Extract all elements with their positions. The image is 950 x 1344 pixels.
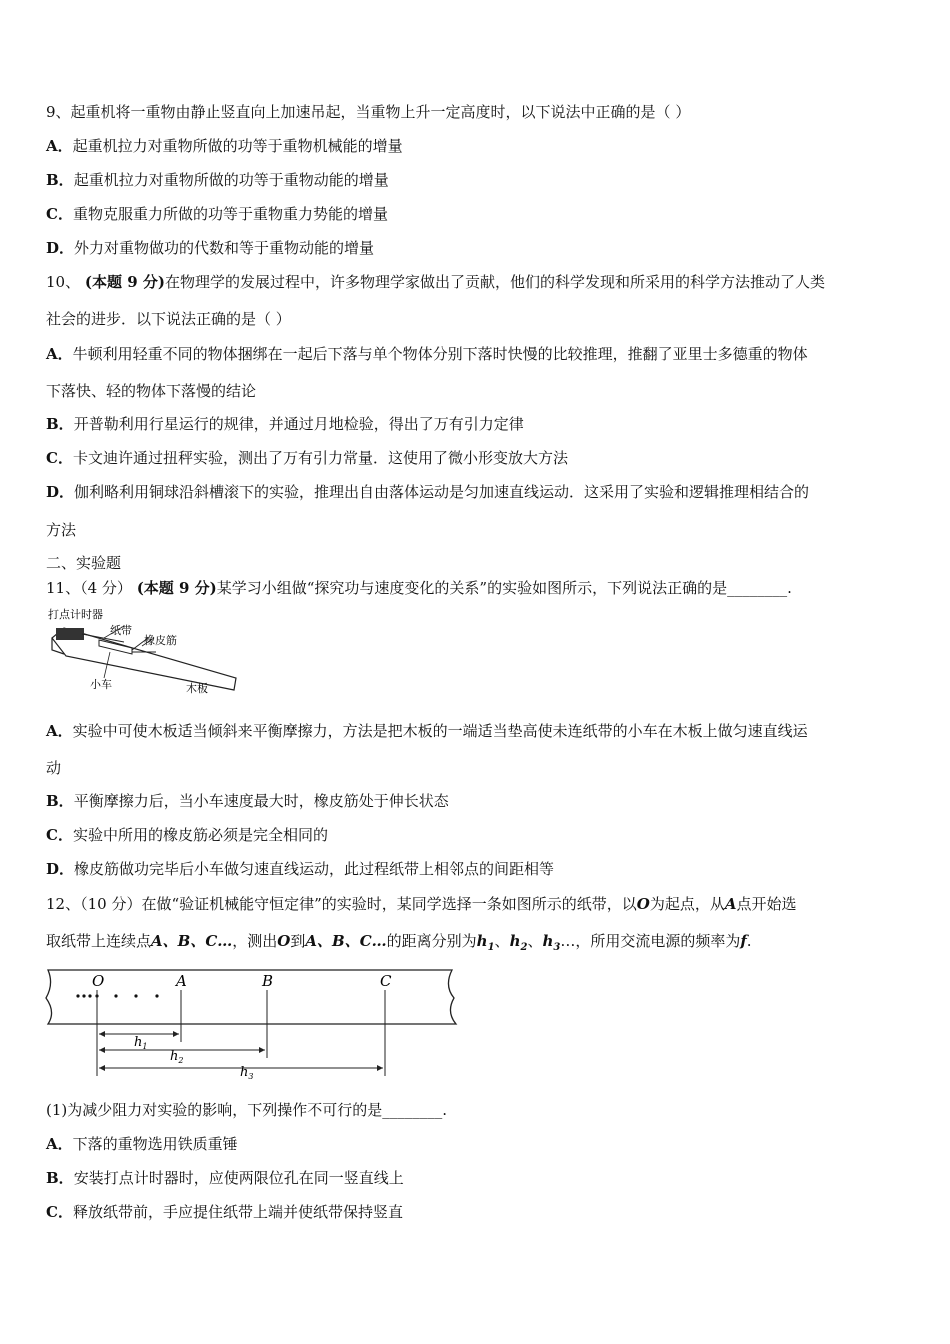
points-abc: A、B、C… [305,932,387,950]
option-text: 牛顿利用轻重不同的物体捆绑在一起后下落与单个物体分别下落时快慢的比较推理，推翻了亚里士多德重的物体 [72,345,808,363]
dot [155,994,158,997]
option-text: 伽利略利用铜球沿斜槽滚下的实验，推理出自由落体运动是匀加速直线运动．这采用了实验和逻辑推理相结合的 [74,483,810,501]
timer-label: 打点计时器 [48,608,103,621]
point-a: A [724,895,737,913]
label-h3: $h_3$ [240,1065,254,1080]
stem-text: 到 [290,932,306,950]
q9-option-a [46,136,403,156]
option-label: C． [46,449,73,467]
q9-option-d [46,238,374,258]
q10-option-d [46,482,809,502]
label-c: C [380,972,392,990]
q12-option-b [46,1168,404,1188]
option-text: 卡文迪许通过扭秤实验，测出了万有引力常量．这使用了微小形变放大方法 [72,449,568,467]
option-text: 起重机拉力对重物所做的功等于重物机械能的增量 [72,137,403,155]
q12-stem-cont: 取纸带上连续点A、B、C…，测出O到A、B、C…的距离分别为$h_1$、$h_2$、$h_3\dots$，所用交流电源的频率为f. [46,932,752,953]
h3: $h_3$ [542,932,561,953]
q9-option-b [46,170,389,190]
dot [114,994,117,997]
point-o: O [277,932,291,950]
q11-option-b [46,791,449,811]
score-tag: (本题 9 分) [84,273,165,291]
stem-text: 点开始选 [736,895,797,913]
stem-text: 某学习小组做“探究功与速度变化的关系”的实验如图所示，下列说法正确的是________. [216,579,792,597]
option-text: 橡皮筋做功完毕后小车做匀速直线运动，此过程纸带上相邻点的间距相等 [74,860,555,878]
option-text: 释放纸带前，手应提住纸带上端并使纸带保持竖直 [72,1203,403,1221]
dot [88,994,91,997]
option-label: D． [46,239,75,257]
option-label: A． [46,1135,73,1153]
option-text: 实验中所用的橡皮筋必须是完全相同的 [72,826,328,844]
tape-outline [46,970,456,1024]
label-o: O [92,972,105,990]
stem-text: 12、（10 分）在做“验证机械能守恒定律”的实验时，某同学选择一条如图所示的纸带，以 [46,895,637,913]
option-text: 开普勒利用行星运行的规律，并通过月地检验，得出了万有引力定律 [73,415,524,433]
option-label: C． [46,205,73,223]
h1: $h_1$ [476,932,495,953]
q11-option-a [46,721,808,741]
option-text: 外力对重物做功的代数和等于重物动能的增量 [74,239,375,257]
stem-text: 为起点，从 [649,895,725,913]
label-b: B [262,972,274,990]
q12-stem [46,894,797,914]
band-label: 橡皮筋 [144,634,177,647]
cart-label: 小车 [90,678,112,691]
option-label: B． [46,1169,74,1187]
dot [134,994,137,997]
q12-tape-figure [44,962,458,1080]
label-h1: $h_1$ [134,1035,148,1051]
q9-stem: 9、起重机将一重物由静止竖直向上加速吊起，当重物上升一定高度时，以下说法中正确的是（ ） [46,103,691,121]
score-tag: (本题 9 分) [136,579,217,597]
point-o: O [636,895,650,913]
q11-option-c [46,825,328,845]
h2: $h_2$ [509,932,528,953]
option-text: 平衡摩擦力后，当小车速度最大时，橡皮筋处于伸长状态 [73,792,449,810]
option-label: A． [46,137,73,155]
option-text: 下落的重物选用铁质重锤 [72,1135,238,1153]
option-text: 起重机拉力对重物所做的功等于重物动能的增量 [73,171,389,189]
option-label: B． [46,415,74,433]
tape-label: 纸带 [110,624,132,637]
option-text: 实验中可使木板适当倾斜来平衡摩擦力，方法是把木板的一端适当垫高使未连纸带的小车在木板上做匀速直线运 [72,722,808,740]
stem-text: ，测出 [232,932,278,950]
section-heading: 二、实验题 [46,554,122,572]
points-abc: A、B、C… [151,932,233,950]
option-text: 安装打点计时器时，应使两限位孔在同一竖直线上 [73,1169,404,1187]
stem-text: ，所用交流电源的频率为 [575,932,741,950]
q11-option-d [46,859,554,879]
frequency-f: f [740,932,747,950]
stem-text: 在物理学的发展过程中，许多物理学家做出了贡献，他们的科学发现和所采用的科学方法推动了人类 [164,273,825,291]
question-number: 10、 [46,273,81,291]
timer-shape [56,628,84,640]
q12-subquestion-1: (1)为减少阻力对实验的影响，下列操作不可行的是________. [46,1101,448,1119]
option-label: B． [46,171,74,189]
option-label: A． [46,345,73,363]
option-label: D． [46,483,75,501]
dot [76,994,79,997]
option-text: 重物克服重力所做的功等于重物重力势能的增量 [72,205,388,223]
q10-option-d-cont: 方法 [46,521,77,539]
label-a: A [176,972,187,990]
q9-option-c [46,204,388,224]
q11-option-a-cont: 动 [46,759,62,777]
dot [82,994,85,997]
board-label: 木板 [186,682,208,695]
option-label: D． [46,860,75,878]
q12-option-c [46,1202,403,1222]
q10-stem [46,272,825,292]
stem-text: 的距离分别为 [386,932,477,950]
q11-stem [46,578,792,598]
q10-option-a-cont: 下落快、轻的物体下落慢的结论 [46,382,257,400]
q11-apparatus-figure [44,608,244,704]
option-label: B． [46,792,74,810]
q10-option-a [46,344,808,364]
q10-stem-cont: 社会的进步．以下说法正确的是（ ） [46,310,291,328]
option-label: C． [46,826,73,844]
option-label: A． [46,722,73,740]
stem-text: 取纸带上连续点 [46,932,152,950]
q12-option-a [46,1134,238,1154]
cart-shape [99,640,132,654]
option-label: C． [46,1203,73,1221]
q10-option-c [46,448,568,468]
question-number: 11、（4 分） [46,579,132,597]
q10-option-b [46,414,524,434]
label-h2: $h_2$ [170,1049,184,1065]
